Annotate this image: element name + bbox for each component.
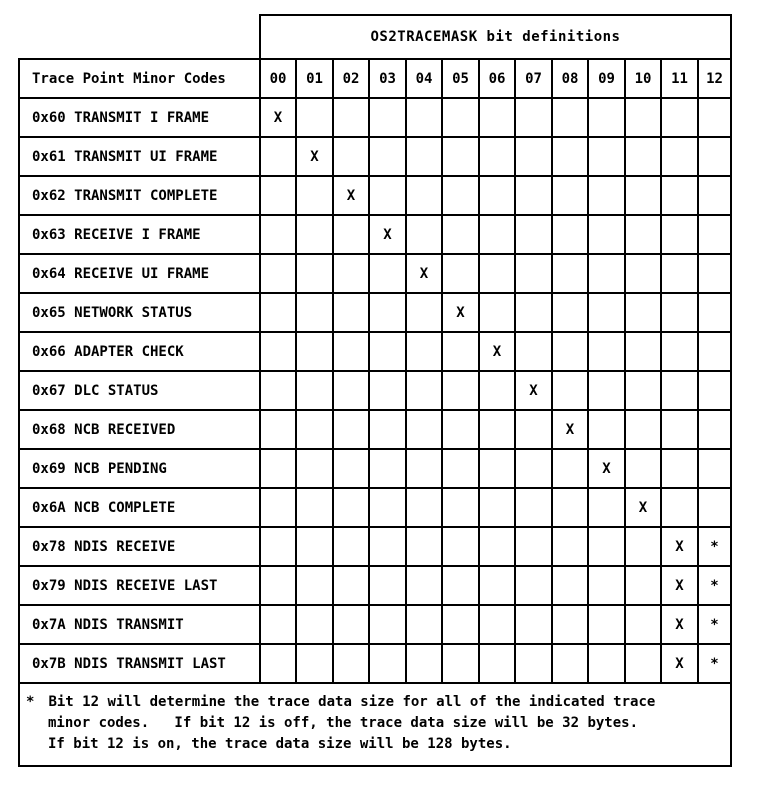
row-label: 0x7A NDIS TRANSMIT: [19, 605, 260, 644]
empty-cell: [369, 293, 406, 332]
empty-cell: [588, 215, 625, 254]
empty-cell: [698, 215, 731, 254]
empty-cell: [698, 293, 731, 332]
empty-cell: [442, 410, 479, 449]
os2tracemask-document: [18, 14, 732, 767]
bit-header-08: 08: [552, 59, 588, 98]
empty-cell: [296, 371, 333, 410]
bit-header-06: 06: [479, 59, 515, 98]
empty-cell: [515, 488, 552, 527]
empty-cell: [442, 371, 479, 410]
bit-header-02: 02: [333, 59, 369, 98]
tracemask-table: [18, 14, 732, 767]
empty-cell: [625, 137, 661, 176]
empty-cell: [369, 176, 406, 215]
footnote-text: Bit 12 will determine the trace data size for all of the indicated trace: [48, 694, 656, 710]
empty-cell: [333, 449, 369, 488]
empty-cell: [333, 488, 369, 527]
empty-cell: [442, 566, 479, 605]
row-label: 0x78 NDIS RECEIVE: [19, 527, 260, 566]
table-row: [19, 527, 731, 566]
empty-cell: [552, 566, 588, 605]
empty-cell: [698, 488, 731, 527]
row-label: 0x6A NCB COMPLETE: [19, 488, 260, 527]
empty-cell: [515, 98, 552, 137]
empty-cell: [296, 644, 333, 683]
empty-cell: [260, 527, 296, 566]
empty-cell: [260, 293, 296, 332]
empty-cell: [552, 98, 588, 137]
empty-cell: [406, 137, 442, 176]
x-mark: X: [661, 566, 698, 605]
empty-cell: [625, 644, 661, 683]
empty-cell: [406, 293, 442, 332]
empty-cell: [625, 176, 661, 215]
empty-cell: [552, 176, 588, 215]
x-mark: X: [442, 293, 479, 332]
table-row: [19, 566, 731, 605]
bit-header-11: 11: [661, 59, 698, 98]
empty-cell: [661, 293, 698, 332]
empty-cell: [260, 449, 296, 488]
empty-cell: [260, 566, 296, 605]
empty-cell: [406, 98, 442, 137]
row-label: 0x68 NCB RECEIVED: [19, 410, 260, 449]
empty-cell: [406, 176, 442, 215]
empty-cell: [479, 644, 515, 683]
row-label: 0x64 RECEIVE UI FRAME: [19, 254, 260, 293]
asterisk-mark: *: [698, 566, 731, 605]
footnote-marker: *: [26, 694, 35, 710]
row-label: 0x7B NDIS TRANSMIT LAST: [19, 644, 260, 683]
empty-cell: [369, 410, 406, 449]
empty-cell: [698, 98, 731, 137]
table-row: [19, 98, 731, 137]
empty-cell: [698, 254, 731, 293]
empty-cell: [625, 332, 661, 371]
table-row: [19, 293, 731, 332]
table-row: [19, 449, 731, 488]
empty-cell: [369, 527, 406, 566]
bit-header-00: 00: [260, 59, 296, 98]
empty-cell: [260, 215, 296, 254]
empty-cell: [333, 371, 369, 410]
x-mark: X: [406, 254, 442, 293]
empty-cell: [369, 605, 406, 644]
empty-cell: [296, 332, 333, 371]
empty-cell: [698, 410, 731, 449]
empty-cell: [479, 527, 515, 566]
table-row: [19, 137, 731, 176]
x-mark: X: [661, 605, 698, 644]
empty-cell: [625, 449, 661, 488]
empty-cell: [296, 527, 333, 566]
empty-cell: [442, 644, 479, 683]
empty-cell: [661, 215, 698, 254]
empty-cell: [552, 293, 588, 332]
empty-cell: [552, 488, 588, 527]
empty-cell: [625, 605, 661, 644]
empty-cell: [552, 137, 588, 176]
asterisk-mark: *: [698, 644, 731, 683]
empty-cell: [552, 371, 588, 410]
empty-cell: [588, 605, 625, 644]
asterisk-mark: *: [698, 605, 731, 644]
empty-cell: [333, 254, 369, 293]
footnote-line: minor codes. If bit 12 is off, the trace data size will be 32 bytes.: [48, 715, 639, 731]
empty-cell: [442, 605, 479, 644]
empty-cell: [479, 215, 515, 254]
corner-blank: [19, 15, 260, 59]
empty-cell: [552, 254, 588, 293]
empty-cell: [260, 176, 296, 215]
empty-cell: [625, 566, 661, 605]
empty-cell: [369, 332, 406, 371]
empty-cell: [698, 332, 731, 371]
empty-cell: [406, 449, 442, 488]
empty-cell: [406, 332, 442, 371]
empty-cell: [406, 644, 442, 683]
empty-cell: [625, 527, 661, 566]
bit-header-10: 10: [625, 59, 661, 98]
bit-header-04: 04: [406, 59, 442, 98]
empty-cell: [442, 254, 479, 293]
empty-cell: [296, 98, 333, 137]
empty-cell: [552, 215, 588, 254]
empty-cell: [661, 332, 698, 371]
empty-cell: [479, 410, 515, 449]
x-mark: X: [515, 371, 552, 410]
empty-cell: [333, 293, 369, 332]
empty-cell: [369, 566, 406, 605]
x-mark: X: [661, 644, 698, 683]
table-row: [19, 410, 731, 449]
x-mark: X: [479, 332, 515, 371]
asterisk-mark: *: [698, 527, 731, 566]
empty-cell: [406, 488, 442, 527]
empty-cell: [296, 215, 333, 254]
empty-cell: [333, 644, 369, 683]
empty-cell: [515, 293, 552, 332]
empty-cell: [515, 254, 552, 293]
table-row: [19, 644, 731, 683]
empty-cell: [515, 527, 552, 566]
empty-cell: [625, 98, 661, 137]
empty-cell: [479, 137, 515, 176]
empty-cell: [661, 410, 698, 449]
empty-cell: [442, 176, 479, 215]
row-label: 0x63 RECEIVE I FRAME: [19, 215, 260, 254]
empty-cell: [661, 371, 698, 410]
empty-cell: [260, 371, 296, 410]
footnote-row: [19, 683, 731, 766]
empty-cell: [661, 98, 698, 137]
empty-cell: [698, 449, 731, 488]
empty-cell: [442, 215, 479, 254]
empty-cell: [296, 488, 333, 527]
row-label: 0x60 TRANSMIT I FRAME: [19, 98, 260, 137]
empty-cell: [588, 332, 625, 371]
empty-cell: [260, 332, 296, 371]
table-row: [19, 332, 731, 371]
empty-cell: [369, 644, 406, 683]
empty-cell: [515, 332, 552, 371]
bit-header-05: 05: [442, 59, 479, 98]
empty-cell: [369, 254, 406, 293]
empty-cell: [588, 566, 625, 605]
table-row: [19, 215, 731, 254]
empty-cell: [588, 527, 625, 566]
row-label: 0x61 TRANSMIT UI FRAME: [19, 137, 260, 176]
empty-cell: [479, 488, 515, 527]
empty-cell: [260, 605, 296, 644]
empty-cell: [333, 332, 369, 371]
row-label: 0x65 NETWORK STATUS: [19, 293, 260, 332]
header-row: [19, 59, 731, 98]
row-label: 0x79 NDIS RECEIVE LAST: [19, 566, 260, 605]
empty-cell: [588, 410, 625, 449]
empty-cell: [479, 98, 515, 137]
empty-cell: [479, 449, 515, 488]
empty-cell: [369, 449, 406, 488]
empty-cell: [333, 215, 369, 254]
empty-cell: [442, 488, 479, 527]
empty-cell: [333, 566, 369, 605]
empty-cell: [333, 527, 369, 566]
empty-cell: [260, 137, 296, 176]
row-header-label: Trace Point Minor Codes: [19, 59, 260, 98]
empty-cell: [406, 371, 442, 410]
empty-cell: [552, 605, 588, 644]
empty-cell: [406, 605, 442, 644]
empty-cell: [260, 644, 296, 683]
empty-cell: [698, 137, 731, 176]
empty-cell: [296, 605, 333, 644]
table-row: [19, 371, 731, 410]
empty-cell: [661, 176, 698, 215]
empty-cell: [698, 371, 731, 410]
x-mark: X: [369, 215, 406, 254]
table-row: [19, 605, 731, 644]
empty-cell: [296, 254, 333, 293]
empty-cell: [515, 215, 552, 254]
empty-cell: [515, 137, 552, 176]
empty-cell: [369, 98, 406, 137]
table-row: [19, 254, 731, 293]
empty-cell: [333, 98, 369, 137]
x-mark: X: [588, 449, 625, 488]
x-mark: X: [333, 176, 369, 215]
empty-cell: [479, 566, 515, 605]
table-row: [19, 488, 731, 527]
empty-cell: [406, 527, 442, 566]
empty-cell: [588, 137, 625, 176]
empty-cell: [588, 98, 625, 137]
empty-cell: [661, 488, 698, 527]
footnote-line: If bit 12 is on, the trace data size will be 128 bytes.: [48, 736, 512, 752]
x-mark: X: [625, 488, 661, 527]
empty-cell: [333, 605, 369, 644]
empty-cell: [296, 449, 333, 488]
empty-cell: [406, 410, 442, 449]
row-label: 0x67 DLC STATUS: [19, 371, 260, 410]
empty-cell: [515, 605, 552, 644]
empty-cell: [552, 449, 588, 488]
empty-cell: [588, 371, 625, 410]
bit-header-12: 12: [698, 59, 731, 98]
empty-cell: [661, 449, 698, 488]
x-mark: X: [552, 410, 588, 449]
empty-cell: [515, 566, 552, 605]
empty-cell: [588, 644, 625, 683]
empty-cell: [296, 566, 333, 605]
footnote: [19, 683, 731, 766]
empty-cell: [260, 410, 296, 449]
empty-cell: [442, 137, 479, 176]
empty-cell: [625, 410, 661, 449]
row-label: 0x66 ADAPTER CHECK: [19, 332, 260, 371]
empty-cell: [588, 254, 625, 293]
bit-header-03: 03: [369, 59, 406, 98]
empty-cell: [625, 371, 661, 410]
empty-cell: [406, 566, 442, 605]
row-label: 0x69 NCB PENDING: [19, 449, 260, 488]
empty-cell: [296, 176, 333, 215]
empty-cell: [479, 605, 515, 644]
empty-cell: [369, 488, 406, 527]
table-row: [19, 176, 731, 215]
empty-cell: [406, 215, 442, 254]
bit-header-07: 07: [515, 59, 552, 98]
title-row: [19, 15, 731, 59]
empty-cell: [442, 98, 479, 137]
x-mark: X: [296, 137, 333, 176]
empty-cell: [333, 410, 369, 449]
empty-cell: [588, 293, 625, 332]
x-mark: X: [661, 527, 698, 566]
empty-cell: [369, 137, 406, 176]
bit-header-09: 09: [588, 59, 625, 98]
empty-cell: [661, 137, 698, 176]
empty-cell: [479, 293, 515, 332]
empty-cell: [515, 644, 552, 683]
empty-cell: [588, 176, 625, 215]
empty-cell: [479, 371, 515, 410]
empty-cell: [442, 332, 479, 371]
empty-cell: [552, 644, 588, 683]
table-title: OS2TRACEMASK bit definitions: [260, 15, 731, 59]
empty-cell: [333, 137, 369, 176]
empty-cell: [515, 410, 552, 449]
empty-cell: [515, 176, 552, 215]
empty-cell: [442, 527, 479, 566]
empty-cell: [661, 254, 698, 293]
footnote-line: [26, 692, 724, 713]
empty-cell: [588, 488, 625, 527]
row-label: 0x62 TRANSMIT COMPLETE: [19, 176, 260, 215]
empty-cell: [260, 254, 296, 293]
x-mark: X: [260, 98, 296, 137]
empty-cell: [552, 527, 588, 566]
empty-cell: [515, 449, 552, 488]
empty-cell: [369, 371, 406, 410]
empty-cell: [442, 449, 479, 488]
empty-cell: [552, 332, 588, 371]
empty-cell: [260, 488, 296, 527]
empty-cell: [625, 215, 661, 254]
empty-cell: [479, 254, 515, 293]
empty-cell: [698, 176, 731, 215]
empty-cell: [625, 254, 661, 293]
empty-cell: [296, 293, 333, 332]
bit-header-01: 01: [296, 59, 333, 98]
empty-cell: [296, 410, 333, 449]
empty-cell: [479, 176, 515, 215]
empty-cell: [625, 293, 661, 332]
